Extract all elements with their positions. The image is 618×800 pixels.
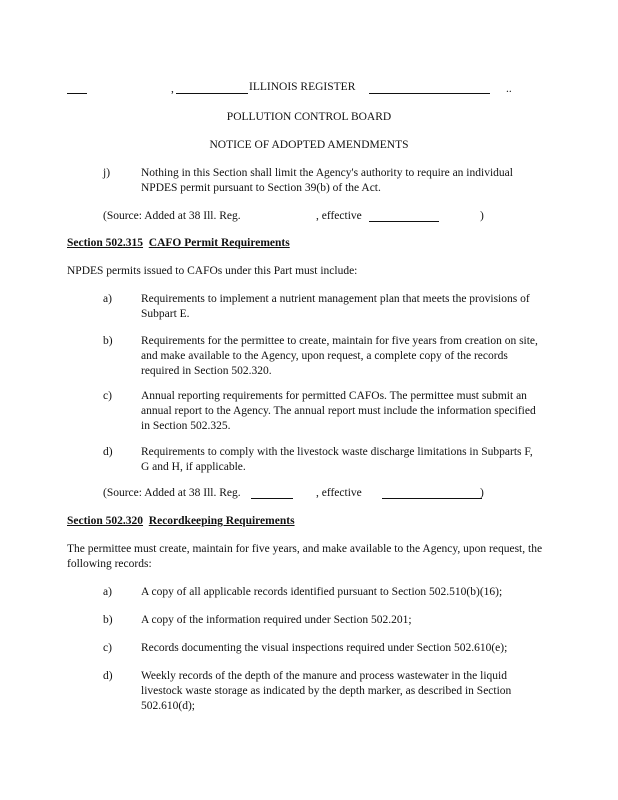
header-blank-mid xyxy=(176,93,248,94)
source-1-prefix: (Source: Added at 38 Ill. Reg. xyxy=(103,210,241,222)
header-blank-left xyxy=(67,93,87,94)
section-320-title: Recordkeeping Requirements xyxy=(148,515,295,527)
section-315-intro: NPDES permits issued to CAFOs under this Part must include: xyxy=(67,265,358,277)
section-315-number: Section 502.315 xyxy=(67,237,144,249)
item-letter-315-c: c) xyxy=(103,390,112,402)
header-dots-right: .. xyxy=(506,83,512,95)
source-1 xyxy=(103,209,543,225)
item-letter-320-b: b) xyxy=(103,614,113,626)
source-2 xyxy=(103,486,543,502)
source-1-close: ) xyxy=(480,210,484,222)
source-2-effective: , effective xyxy=(316,487,362,499)
item-text-j: Nothing in this Section shall limit the Agency's authority to require an individual NPDES permit pursuant to Section 39(b) of the Act. xyxy=(141,167,513,194)
source-1-blank xyxy=(369,221,439,222)
item-text-315-c: Annual reporting requirements for permitted CAFOs. The permittee must submit an annual report to the Agency. The annual report must include the information specified in Section 502.325. xyxy=(141,390,536,432)
item-letter-320-a: a) xyxy=(103,586,112,598)
item-text-320-b: A copy of the information required under Section 502.201; xyxy=(141,614,412,626)
source-2-blank xyxy=(382,498,482,499)
item-letter-315-a: a) xyxy=(103,293,112,305)
header-blank-right xyxy=(369,93,490,94)
section-315-heading xyxy=(67,236,290,251)
item-text-315-b: Requirements for the permittee to create, maintain for five years from creation on site, and make available to the Agency, upon request, a complete copy of the records required in Section 502.320. xyxy=(141,335,538,377)
header-dot-left: , xyxy=(171,83,174,95)
item-letter-320-c: c) xyxy=(103,642,112,654)
item-letter-320-d: d) xyxy=(103,670,113,682)
section-320-heading xyxy=(67,514,295,529)
source-2-prefix: (Source: Added at 38 Ill. Reg. xyxy=(103,487,241,499)
source-2-close: ) xyxy=(480,487,484,499)
header-board: POLLUTION CONTROL BOARD xyxy=(226,111,392,123)
item-letter-315-b: b) xyxy=(103,335,113,347)
item-text-315-d: Requirements to comply with the livestock waste discharge limitations in Subparts F, G and H, if applicable. xyxy=(141,446,533,473)
section-320-intro: The permittee must create, maintain for five years, and make available to the Agency, upon request, the following records: xyxy=(67,543,543,570)
item-text-320-c: Records documenting the visual inspections required under Section 502.610(e); xyxy=(141,642,508,654)
item-text-320-d: Weekly records of the depth of the manure and process wastewater in the liquid livestock waste storage as indicated by the depth marker, as described in Section 502.610(d); xyxy=(141,670,512,712)
header-notice: NOTICE OF ADOPTED AMENDMENTS xyxy=(209,139,409,151)
item-text-315-a: Requirements to implement a nutrient management plan that meets the provisions of Subpart E. xyxy=(141,293,530,320)
item-text-320-a: A copy of all applicable records identified pursuant to Section 502.510(b)(16); xyxy=(141,586,503,598)
section-315-title: CAFO Permit Requirements xyxy=(148,237,290,249)
header-register: ILLINOIS REGISTER xyxy=(249,81,356,93)
source-1-effective: , effective xyxy=(316,210,362,222)
section-320-number: Section 502.320 xyxy=(67,515,144,527)
source-2-blank-reg xyxy=(251,498,293,499)
item-letter-j: j) xyxy=(103,167,111,179)
item-letter-315-d: d) xyxy=(103,446,113,458)
